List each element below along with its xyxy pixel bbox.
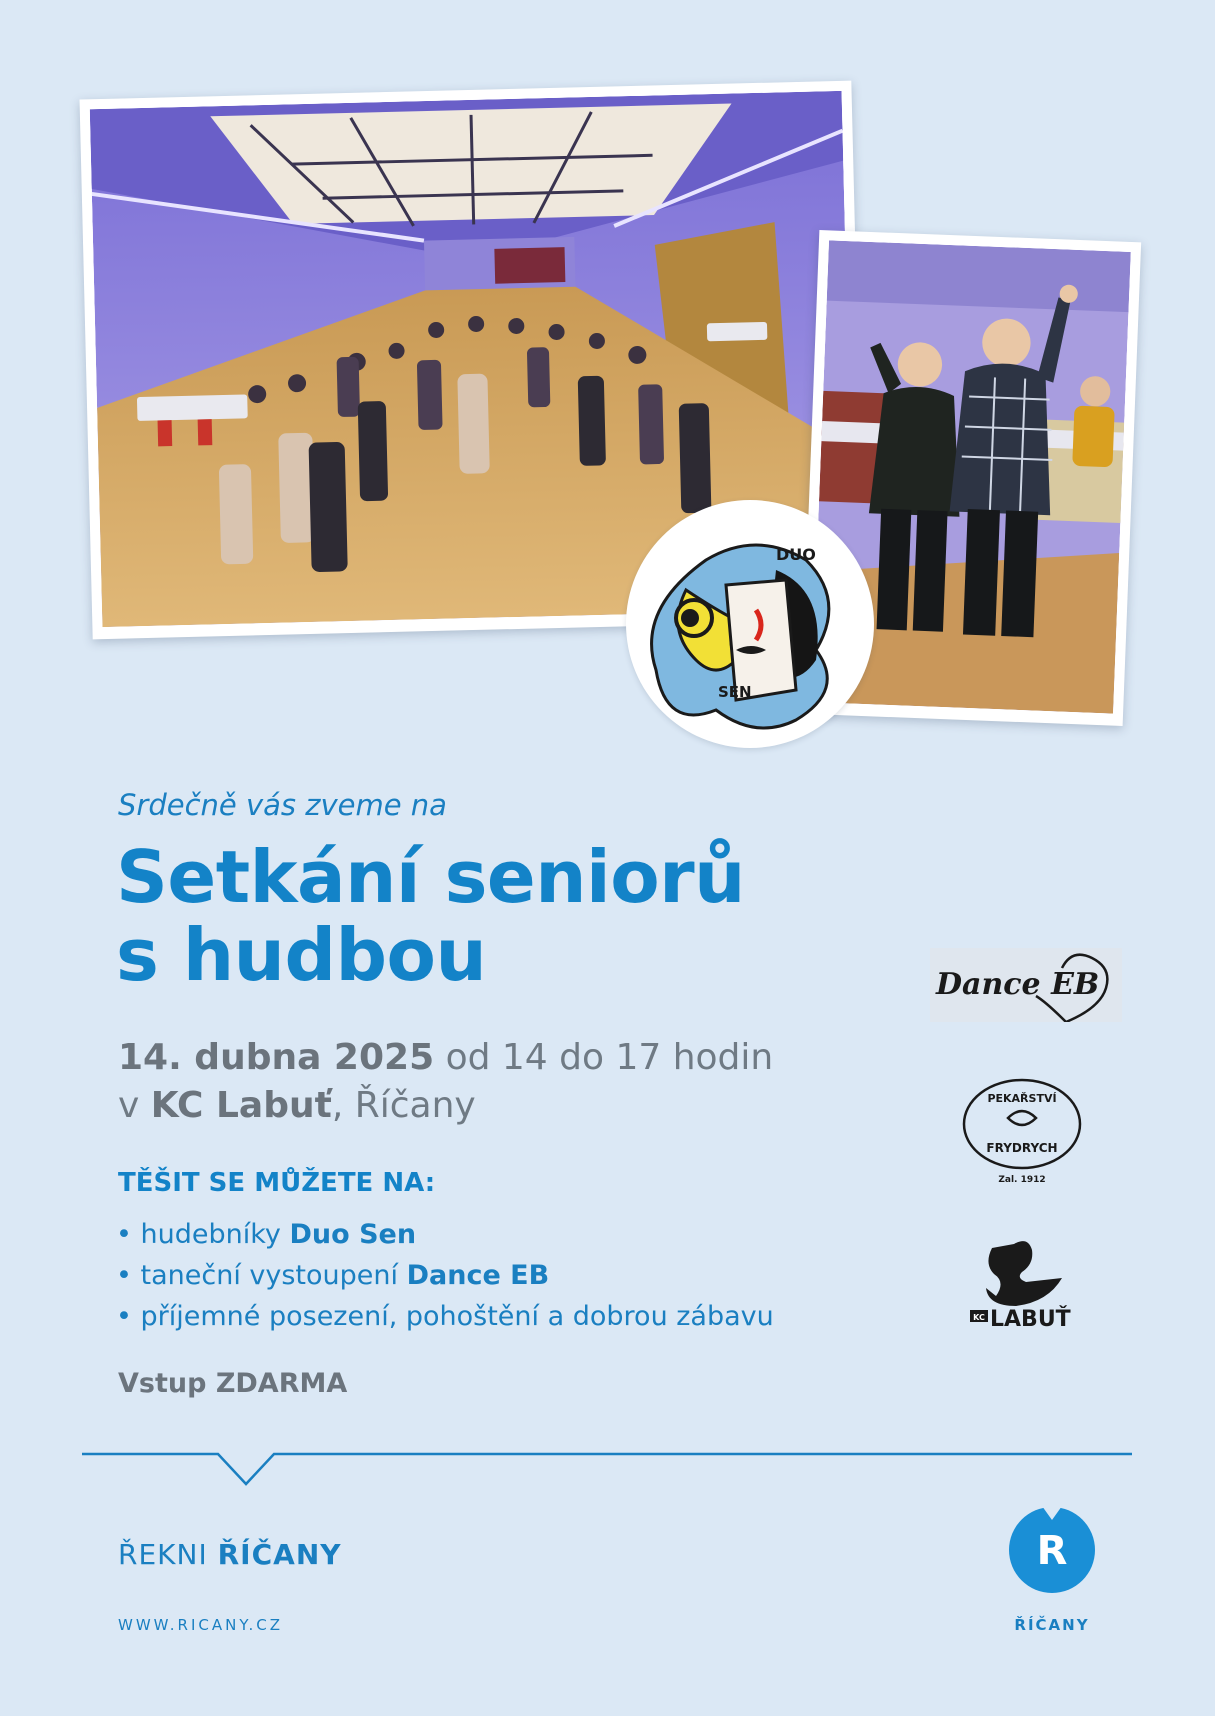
city-logo-caption: ŘÍČANY <box>1014 1616 1090 1634</box>
footer-divider <box>82 1452 1132 1492</box>
bakery-name-text: FRYDRYCH <box>986 1141 1058 1155</box>
event-date-time <box>118 1034 773 1082</box>
dance-eb-text: Dance EB <box>936 967 1100 1002</box>
labut-label: LABUŤ <box>990 1307 1071 1330</box>
bakery-top-text: PEKAŘSTVÍ <box>987 1092 1057 1105</box>
venue-prefix: v <box>118 1085 151 1126</box>
kc-labut-logo <box>966 1236 1078 1330</box>
pekarstvi-frydrych-logo <box>958 1076 1086 1186</box>
event-time: od 14 do 17 hodin <box>434 1037 774 1078</box>
event-title <box>116 835 745 997</box>
event-town: , Říčany <box>331 1085 476 1126</box>
event-details <box>118 1034 773 1130</box>
event-venue: KC Labuť <box>150 1085 332 1126</box>
duo-sen-top-text: DUO <box>776 545 816 564</box>
program-heading: TĚŠIT SE MŮŽETE NA: <box>118 1168 436 1198</box>
program-item-refreshments: • příjemné posezení, pohoštění a dobrou zábavu <box>116 1301 774 1332</box>
entry-free-note: Vstup ZDARMA <box>118 1368 348 1399</box>
event-venue-line <box>118 1082 773 1130</box>
duo-sen-logo <box>626 500 874 748</box>
website-link[interactable]: WWW.RICANY.CZ <box>118 1616 283 1634</box>
bakery-founded-text: Zal. 1912 <box>998 1175 1046 1185</box>
program-item-musicians: • hudebníky Duo Sen <box>116 1219 417 1250</box>
program-item-dance: • taneční vystoupení Dance EB <box>116 1260 550 1291</box>
event-title-line-1: Setkání seniorů <box>116 835 745 919</box>
kc-label: KC <box>973 1313 985 1322</box>
ricany-city-logo <box>1008 1506 1096 1594</box>
invitation-text: Srdečně vás zveme na <box>118 788 447 822</box>
city-logo-letter: R <box>1036 1528 1068 1574</box>
event-date: 14. dubna 2025 <box>118 1037 435 1078</box>
brand-slogan: ŘEKNI ŘÍČANY <box>118 1538 342 1571</box>
dance-eb-logo <box>930 948 1122 1022</box>
duo-sen-bottom-text: SEN <box>718 683 752 701</box>
program-list <box>116 1214 774 1337</box>
event-title-line-2: s hudbou <box>116 913 487 997</box>
